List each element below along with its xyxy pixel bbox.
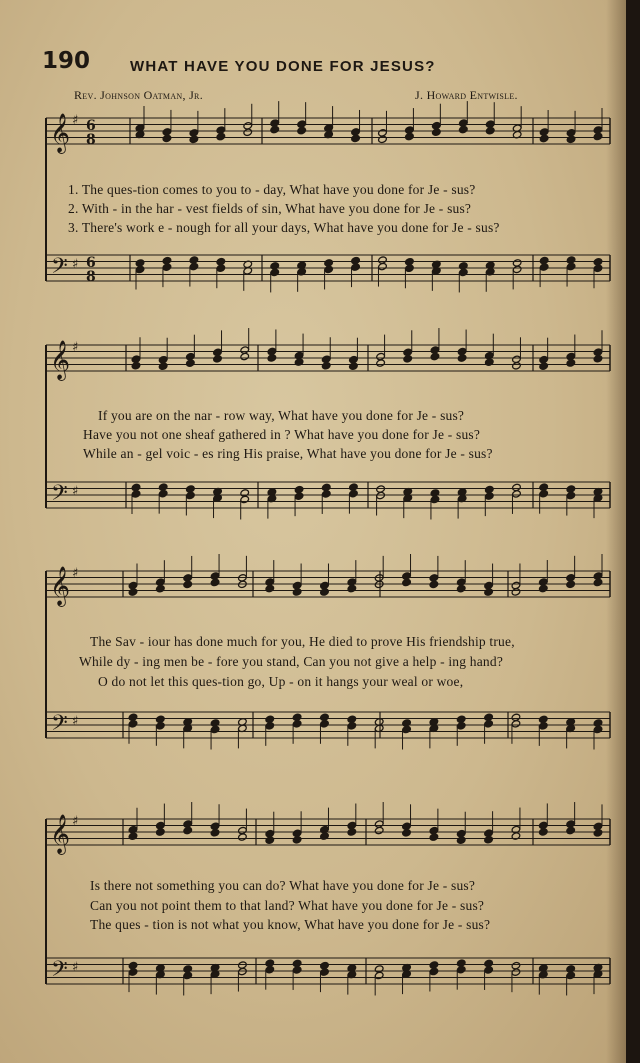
- treble-note: [128, 588, 138, 596]
- bass-note: [186, 491, 196, 499]
- treble-note: [351, 134, 361, 142]
- treble-note: [539, 828, 549, 836]
- treble-note: [320, 588, 330, 596]
- treble-note: [213, 355, 223, 363]
- bass-note: [292, 720, 302, 728]
- treble-note: [539, 584, 549, 592]
- bass-note: [324, 265, 334, 273]
- bass-note: [484, 720, 494, 728]
- treble-clef-icon: 𝄞: [50, 566, 71, 606]
- bass-note: [351, 263, 361, 271]
- treble-note: [347, 828, 357, 836]
- time-signature-top: 6: [86, 255, 96, 271]
- bass-note: [156, 722, 166, 730]
- bass-note: [456, 722, 466, 730]
- bass-clef-icon: 𝄢: [51, 481, 68, 511]
- lyric-s3-verse3: O do not let this ques-tion go, Up - on it hangs your weal or woe,: [98, 674, 464, 689]
- lyric-s2-verse3: While an - gel voic - es ring His praise, What have you done for Je - sus?: [83, 446, 493, 461]
- bass-note: [378, 262, 388, 270]
- treble-note: [238, 833, 248, 841]
- lyric-s4-verse2: Can you not point them to that land? What have you done for Je - sus?: [90, 898, 485, 913]
- lyricist-credit: Rev. Johnson Oatman, Jr.: [74, 88, 203, 102]
- bass-note: [593, 725, 603, 733]
- treble-clef-icon: 𝄞: [50, 814, 71, 854]
- treble-note: [156, 828, 166, 836]
- treble-note: [162, 134, 172, 142]
- treble-note: [320, 832, 330, 840]
- treble-note: [566, 135, 576, 143]
- treble-note: [485, 358, 495, 366]
- bass-note: [135, 265, 145, 273]
- treble-note: [566, 359, 576, 367]
- treble-note: [457, 354, 467, 362]
- bass-note: [128, 720, 138, 728]
- treble-note: [539, 134, 549, 142]
- bass-note: [405, 264, 415, 272]
- hymn-title: WHAT HAVE YOU DONE FOR JESUS?: [130, 58, 436, 75]
- bass-note: [539, 490, 549, 498]
- treble-note: [593, 355, 603, 363]
- treble-note: [292, 836, 302, 844]
- sharp-icon: ♯: [72, 814, 79, 829]
- lyric-s1-verse3: 3. There's work e - nough for all your days, What have you done for Je - sus?: [68, 220, 500, 235]
- treble-note: [376, 359, 386, 367]
- bass-note: [158, 489, 168, 497]
- bass-note: [294, 492, 304, 500]
- lyric-s1-verse2: 2. With - in the har - vest fields of sin, What have you done for Je - sus?: [68, 201, 472, 216]
- treble-note: [349, 362, 359, 370]
- treble-note: [456, 584, 466, 592]
- treble-note: [429, 833, 439, 841]
- bass-note: [374, 971, 384, 979]
- bass-note: [459, 268, 469, 276]
- treble-note: [484, 836, 494, 844]
- sharp-icon: ♯: [72, 257, 79, 272]
- treble-note: [403, 355, 413, 363]
- bass-note: [485, 492, 495, 500]
- bass-clef-icon: 𝄢: [51, 957, 68, 987]
- bass-note: [128, 968, 138, 976]
- bass-note: [320, 968, 330, 976]
- bass-note: [511, 968, 521, 976]
- book-spine: [626, 0, 640, 1063]
- treble-note: [210, 829, 220, 837]
- bass-note: [238, 967, 248, 975]
- bass-note: [593, 264, 603, 272]
- treble-note: [566, 826, 576, 834]
- treble-note: [265, 584, 275, 592]
- treble-note: [378, 135, 388, 143]
- bass-note: [189, 262, 199, 270]
- treble-note: [267, 354, 277, 362]
- bass-note: [566, 971, 576, 979]
- treble-note: [265, 836, 275, 844]
- page-number: 190: [42, 48, 91, 74]
- treble-note: [429, 580, 439, 588]
- treble-note: [484, 588, 494, 596]
- bass-note: [320, 720, 330, 728]
- bass-note: [539, 722, 549, 730]
- bass-note: [210, 725, 220, 733]
- bass-note: [402, 725, 412, 733]
- lyric-s4-verse1: Is there not something you can do? What have you done for Je - sus?: [90, 878, 476, 893]
- treble-note: [186, 359, 196, 367]
- treble-note: [402, 578, 412, 586]
- bass-note: [566, 491, 576, 499]
- bass-note: [321, 490, 331, 498]
- treble-note: [539, 362, 549, 370]
- treble-note: [292, 588, 302, 596]
- treble-note: [243, 128, 253, 136]
- sharp-icon: ♯: [72, 566, 79, 581]
- time-signature-bottom: 8: [86, 132, 96, 148]
- bass-note: [240, 495, 250, 503]
- treble-clef-icon: 𝄞: [50, 340, 71, 380]
- lyric-s1-verse1: 1. The ques-tion comes to you to - day, What have you done for Je - sus?: [68, 182, 476, 197]
- sharp-icon: ♯: [72, 960, 79, 975]
- sharp-icon: ♯: [72, 484, 79, 499]
- composer-credit: J. Howard Entwisle.: [415, 88, 518, 102]
- lyric-s3-verse1: The Sav - iour has done much for you, He died to prove His friendship true,: [90, 634, 515, 649]
- bass-note: [539, 263, 549, 271]
- treble-note: [511, 588, 521, 596]
- bass-note: [484, 966, 494, 974]
- treble-note: [485, 127, 495, 135]
- treble-note: [593, 829, 603, 837]
- treble-note: [430, 352, 440, 360]
- treble-note: [432, 128, 442, 136]
- sharp-icon: ♯: [72, 714, 79, 729]
- bass-note: [162, 263, 172, 271]
- bass-note: [216, 264, 226, 272]
- bass-note: [512, 265, 522, 273]
- bass-note: [292, 966, 302, 974]
- bass-note: [376, 491, 386, 499]
- treble-note: [456, 836, 466, 844]
- lyric-s2-verse2: Have you not one sheaf gathered in ? What have you done for Je - sus?: [83, 427, 481, 442]
- lyric-s3-verse2: While dy - ing men be - fore you stand, Can you not give a help - ing hand?: [79, 654, 504, 669]
- bass-clef-icon: 𝄢: [51, 711, 68, 741]
- treble-note: [131, 362, 141, 370]
- time-signature-bottom: 8: [86, 269, 96, 285]
- bass-note: [347, 722, 357, 730]
- treble-note: [297, 126, 307, 134]
- treble-note: [374, 826, 384, 834]
- treble-note: [593, 578, 603, 586]
- lyric-s2-verse1: If you are on the nar - row way, What have you done for Je - sus?: [98, 408, 465, 423]
- treble-note: [405, 132, 415, 140]
- bass-clef-icon: 𝄢: [51, 254, 68, 284]
- bass-note: [265, 965, 275, 973]
- treble-note: [347, 584, 357, 592]
- treble-note: [294, 358, 304, 366]
- bass-note: [183, 971, 193, 979]
- bass-note: [566, 262, 576, 270]
- time-signature-top: 6: [86, 118, 96, 134]
- bass-note: [131, 490, 141, 498]
- bass-note: [456, 965, 466, 973]
- treble-note: [459, 125, 469, 133]
- bass-note: [511, 720, 521, 728]
- treble-note: [402, 829, 412, 837]
- bass-note: [265, 722, 275, 730]
- treble-note: [210, 578, 220, 586]
- bass-note: [429, 967, 439, 975]
- sharp-icon: ♯: [72, 113, 79, 128]
- bass-note: [512, 490, 522, 498]
- bass-note: [349, 489, 359, 497]
- lyric-s4-verse3: The ques - tion is not what you know, What have you done for Je - sus?: [90, 917, 491, 932]
- treble-note: [566, 580, 576, 588]
- bass-note: [270, 268, 280, 276]
- treble-clef-icon: 𝄞: [50, 113, 71, 153]
- treble-note: [240, 352, 250, 360]
- treble-note: [128, 832, 138, 840]
- treble-note: [183, 580, 193, 588]
- treble-note: [158, 362, 168, 370]
- treble-note: [321, 362, 331, 370]
- treble-note: [189, 135, 199, 143]
- sharp-icon: ♯: [72, 340, 79, 355]
- treble-note: [270, 125, 280, 133]
- treble-note: [216, 132, 226, 140]
- bass-note: [430, 495, 440, 503]
- treble-note: [512, 362, 522, 370]
- treble-note: [156, 585, 166, 593]
- treble-note: [183, 826, 193, 834]
- treble-note: [593, 132, 603, 140]
